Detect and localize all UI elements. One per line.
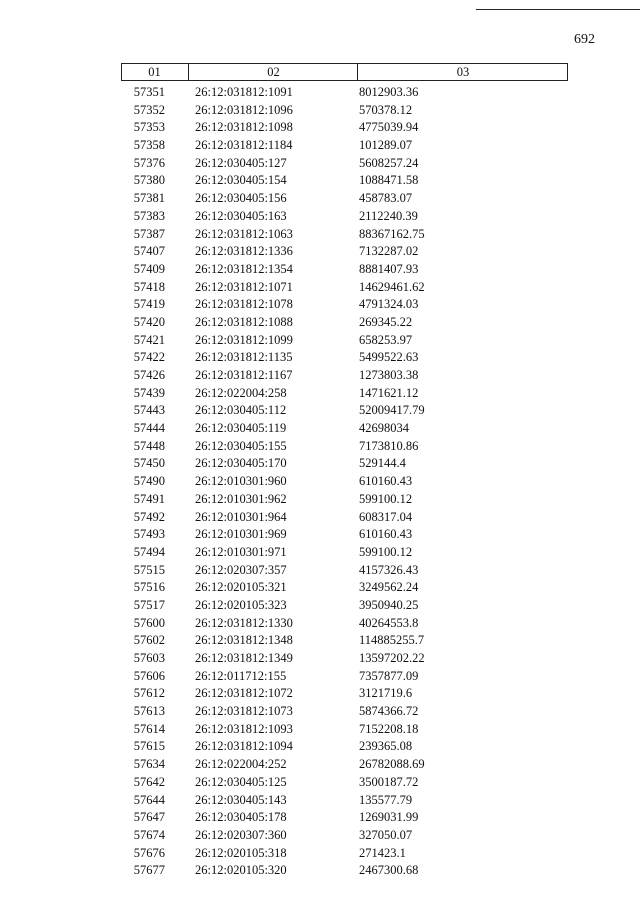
cadastral-number-cell: 26:12:010301:962 xyxy=(195,491,287,506)
table-row xyxy=(121,685,568,703)
cadastral-number-cell: 26:12:031812:1184 xyxy=(195,138,293,153)
row-number-cell: 57642 xyxy=(133,774,165,789)
cadastral-number-cell: 26:12:031812:1096 xyxy=(195,102,293,117)
table-row xyxy=(121,332,568,350)
cadastral-number-cell: 26:12:030405:125 xyxy=(195,774,287,789)
table-row xyxy=(121,774,568,792)
table-row xyxy=(121,597,568,615)
table-row xyxy=(121,544,568,562)
table-row xyxy=(121,438,568,456)
value-cell: 3121719.6 xyxy=(359,686,413,701)
row-number-cell: 57358 xyxy=(133,138,165,153)
cadastral-number-cell: 26:12:030405:119 xyxy=(195,421,287,436)
value-cell: 14629461.62 xyxy=(359,279,425,294)
cadastral-number-cell: 26:12:020307:360 xyxy=(195,827,287,842)
top-rule xyxy=(476,9,640,10)
row-number-cell: 57491 xyxy=(133,491,165,506)
cadastral-number-cell: 26:12:030405:143 xyxy=(195,792,287,807)
table-row xyxy=(121,615,568,633)
table-row xyxy=(121,809,568,827)
cadastral-number-cell: 26:12:020105:318 xyxy=(195,845,287,860)
value-cell: 40264553.8 xyxy=(359,615,419,630)
value-cell: 610160.43 xyxy=(359,527,413,542)
cadastral-number-cell: 26:12:030405:178 xyxy=(195,810,287,825)
row-number-cell: 57426 xyxy=(133,368,165,382)
table-row xyxy=(121,84,568,102)
cadastral-number-cell: 26:12:010301:964 xyxy=(195,509,287,524)
row-number-cell: 57381 xyxy=(133,191,165,206)
column-header-01: 01 xyxy=(148,65,161,79)
value-cell: 8012903.36 xyxy=(359,85,419,99)
table-row xyxy=(121,190,568,208)
table-row xyxy=(121,703,568,721)
value-cell: 4775039.94 xyxy=(359,120,419,135)
value-cell: 101289.07 xyxy=(359,138,413,153)
row-number-cell: 57516 xyxy=(133,580,165,595)
value-cell: 658253.97 xyxy=(359,332,413,347)
column-header-03: 03 xyxy=(357,64,568,80)
row-number-cell: 57383 xyxy=(133,208,165,223)
value-cell: 2112240.39 xyxy=(359,208,418,223)
row-number-cell: 57450 xyxy=(133,456,165,471)
table-row xyxy=(121,862,568,880)
table-row xyxy=(121,279,568,297)
cadastral-number-cell: 26:12:031812:1078 xyxy=(195,297,293,312)
table-row xyxy=(121,632,568,650)
cadastral-number-cell: 26:12:011712:155 xyxy=(195,668,287,683)
row-number-cell: 57439 xyxy=(133,385,165,400)
cadastral-number-cell: 26:12:031812:1094 xyxy=(195,739,293,754)
value-cell: 458783.07 xyxy=(359,191,413,206)
value-cell: 114885255.7 xyxy=(359,633,425,648)
table-header xyxy=(121,63,568,81)
cadastral-number-cell: 26:12:031812:1093 xyxy=(195,721,293,736)
table-row xyxy=(121,314,568,332)
page-number: 692 xyxy=(574,32,595,47)
table-row xyxy=(121,827,568,845)
cadastral-number-cell: 26:12:031812:1349 xyxy=(195,651,293,665)
row-number-cell: 57634 xyxy=(133,757,165,772)
row-number-cell: 57647 xyxy=(133,810,165,825)
value-cell: 13597202.22 xyxy=(359,651,425,665)
column-header-02: 02 xyxy=(188,64,358,80)
cadastral-number-cell: 26:12:020307:357 xyxy=(195,562,287,577)
row-number-cell: 57494 xyxy=(133,544,165,559)
cadastral-number-cell: 26:12:022004:252 xyxy=(195,757,287,772)
value-cell: 529144.4 xyxy=(359,456,406,471)
value-cell: 1273803.38 xyxy=(359,368,419,382)
value-cell: 3950940.25 xyxy=(359,597,419,612)
table-row xyxy=(121,668,568,686)
row-number-cell: 57600 xyxy=(133,615,165,630)
row-number-cell: 57676 xyxy=(133,845,165,860)
cadastral-number-cell: 26:12:031812:1098 xyxy=(195,120,293,135)
row-number-cell: 57677 xyxy=(133,863,165,878)
row-number-cell: 57380 xyxy=(133,173,165,188)
cadastral-number-cell: 26:12:031812:1330 xyxy=(195,615,293,630)
cadastral-number-cell: 26:12:030405:112 xyxy=(195,403,287,418)
cadastral-number-cell: 26:12:031812:1071 xyxy=(195,279,293,294)
table-row xyxy=(121,650,568,668)
table-row xyxy=(121,845,568,863)
cadastral-number-cell: 26:12:031812:1135 xyxy=(195,350,293,365)
value-cell: 599100.12 xyxy=(359,544,413,559)
value-cell: 3249562.24 xyxy=(359,580,419,595)
row-number-cell: 57644 xyxy=(133,792,165,807)
cadastral-number-cell: 26:12:031812:1072 xyxy=(195,686,293,701)
row-number-cell: 57493 xyxy=(133,527,165,542)
cadastral-number-cell: 26:12:031812:1354 xyxy=(195,261,293,276)
value-cell: 1269031.99 xyxy=(359,810,419,825)
row-number-cell: 57448 xyxy=(133,438,165,453)
row-number-cell: 57422 xyxy=(133,350,165,365)
table-row xyxy=(121,155,568,173)
table-row xyxy=(121,296,568,314)
value-cell: 239365.08 xyxy=(359,739,413,754)
value-cell: 327050.07 xyxy=(359,827,413,842)
cadastral-number-cell: 26:12:031812:1167 xyxy=(195,368,293,382)
row-number-cell: 57612 xyxy=(133,686,165,701)
value-cell: 3500187.72 xyxy=(359,774,419,789)
cadastral-number-cell: 26:12:010301:971 xyxy=(195,544,287,559)
cadastral-number-cell: 26:12:031812:1336 xyxy=(195,244,293,259)
table-row xyxy=(121,738,568,756)
cadastral-number-cell: 26:12:010301:969 xyxy=(195,527,287,542)
row-number-cell: 57490 xyxy=(133,474,165,489)
value-cell: 135577.79 xyxy=(359,792,413,807)
value-cell: 610160.43 xyxy=(359,474,413,489)
table-row xyxy=(121,562,568,580)
cadastral-number-cell: 26:12:022004:258 xyxy=(195,385,287,400)
cadastral-number-cell: 26:12:031812:1099 xyxy=(195,332,293,347)
table-row xyxy=(121,792,568,810)
value-cell: 608317.04 xyxy=(359,509,413,524)
row-number-cell: 57443 xyxy=(133,403,165,418)
value-cell: 599100.12 xyxy=(359,491,413,506)
row-number-cell: 57613 xyxy=(133,704,165,719)
table-row xyxy=(121,119,568,137)
value-cell: 4791324.03 xyxy=(359,297,419,312)
table-row xyxy=(121,243,568,261)
table-row xyxy=(121,226,568,244)
table-row xyxy=(121,137,568,155)
value-cell: 271423.1 xyxy=(359,845,406,860)
cadastral-number-cell: 26:12:031812:1348 xyxy=(195,633,293,648)
value-cell: 7132287.02 xyxy=(359,244,419,259)
value-cell: 26782088.69 xyxy=(359,757,425,772)
value-cell: 7173810.86 xyxy=(359,438,419,453)
row-number-cell: 57515 xyxy=(133,562,165,577)
value-cell: 570378.12 xyxy=(359,102,413,117)
row-number-cell: 57444 xyxy=(133,421,165,436)
cadastral-number-cell: 26:12:030405:127 xyxy=(195,155,287,170)
table-body xyxy=(121,84,568,880)
row-number-cell: 57517 xyxy=(133,597,165,612)
value-cell: 1088471.58 xyxy=(359,173,419,188)
row-number-cell: 57674 xyxy=(133,827,165,842)
value-cell: 5499522.63 xyxy=(359,350,419,365)
table-row xyxy=(121,385,568,403)
table-row xyxy=(121,473,568,491)
cadastral-number-cell: 26:12:030405:155 xyxy=(195,438,287,453)
table-row xyxy=(121,261,568,279)
table-row xyxy=(121,491,568,509)
value-cell: 2467300.68 xyxy=(359,863,419,878)
value-cell: 52009417.79 xyxy=(359,403,425,418)
value-cell: 7152208.18 xyxy=(359,721,419,736)
row-number-cell: 57418 xyxy=(133,279,165,294)
cadastral-number-cell: 26:12:030405:170 xyxy=(195,456,287,471)
row-number-cell: 57602 xyxy=(133,633,165,648)
cadastral-number-cell: 26:12:030405:163 xyxy=(195,208,287,223)
cadastral-number-cell: 26:12:031812:1088 xyxy=(195,314,293,329)
value-cell: 8881407.93 xyxy=(359,261,419,276)
value-cell: 1471621.12 xyxy=(359,385,419,400)
table-row xyxy=(121,102,568,120)
cadastral-number-cell: 26:12:031812:1063 xyxy=(195,226,293,241)
row-number-cell: 57603 xyxy=(133,651,165,665)
row-number-cell: 57409 xyxy=(133,261,165,276)
row-number-cell: 57352 xyxy=(133,102,165,117)
row-number-cell: 57420 xyxy=(133,314,165,329)
row-number-cell: 57419 xyxy=(133,297,165,312)
value-cell: 4157326.43 xyxy=(359,562,419,577)
row-number-cell: 57407 xyxy=(133,244,165,259)
value-cell: 5608257.24 xyxy=(359,155,419,170)
cadastral-number-cell: 26:12:020105:321 xyxy=(195,580,287,595)
table-row xyxy=(121,756,568,774)
cadastral-number-cell: 26:12:020105:320 xyxy=(195,863,287,878)
table-row xyxy=(121,721,568,739)
table-row xyxy=(121,420,568,438)
cadastral-number-cell: 26:12:031812:1091 xyxy=(195,85,293,99)
cadastral-number-cell: 26:12:010301:960 xyxy=(195,474,287,489)
value-cell: 42698034 xyxy=(359,421,409,436)
value-cell: 88367162.75 xyxy=(359,226,425,241)
row-number-cell: 57492 xyxy=(133,509,165,524)
table-row xyxy=(121,208,568,226)
table-row xyxy=(121,455,568,473)
row-number-cell: 57421 xyxy=(133,332,165,347)
row-number-cell: 57615 xyxy=(133,739,165,754)
value-cell: 269345.22 xyxy=(359,314,413,329)
row-number-cell: 57614 xyxy=(133,721,165,736)
value-cell: 5874366.72 xyxy=(359,704,419,719)
table-row xyxy=(121,402,568,420)
row-number-cell: 57387 xyxy=(133,226,165,241)
table-row xyxy=(121,172,568,190)
row-number-cell: 57376 xyxy=(133,155,165,170)
cadastral-number-cell: 26:12:030405:154 xyxy=(195,173,287,188)
table-row xyxy=(121,579,568,597)
row-number-cell: 57351 xyxy=(133,85,165,99)
table-row xyxy=(121,367,568,385)
cadastral-number-cell: 26:12:031812:1073 xyxy=(195,704,293,719)
row-number-cell: 57606 xyxy=(133,668,165,683)
cadastral-number-cell: 26:12:020105:323 xyxy=(195,597,287,612)
table-row xyxy=(121,349,568,367)
row-number-cell: 57353 xyxy=(133,120,165,135)
table-row xyxy=(121,526,568,544)
table-row xyxy=(121,509,568,527)
value-cell: 7357877.09 xyxy=(359,668,419,683)
cadastral-number-cell: 26:12:030405:156 xyxy=(195,191,287,206)
